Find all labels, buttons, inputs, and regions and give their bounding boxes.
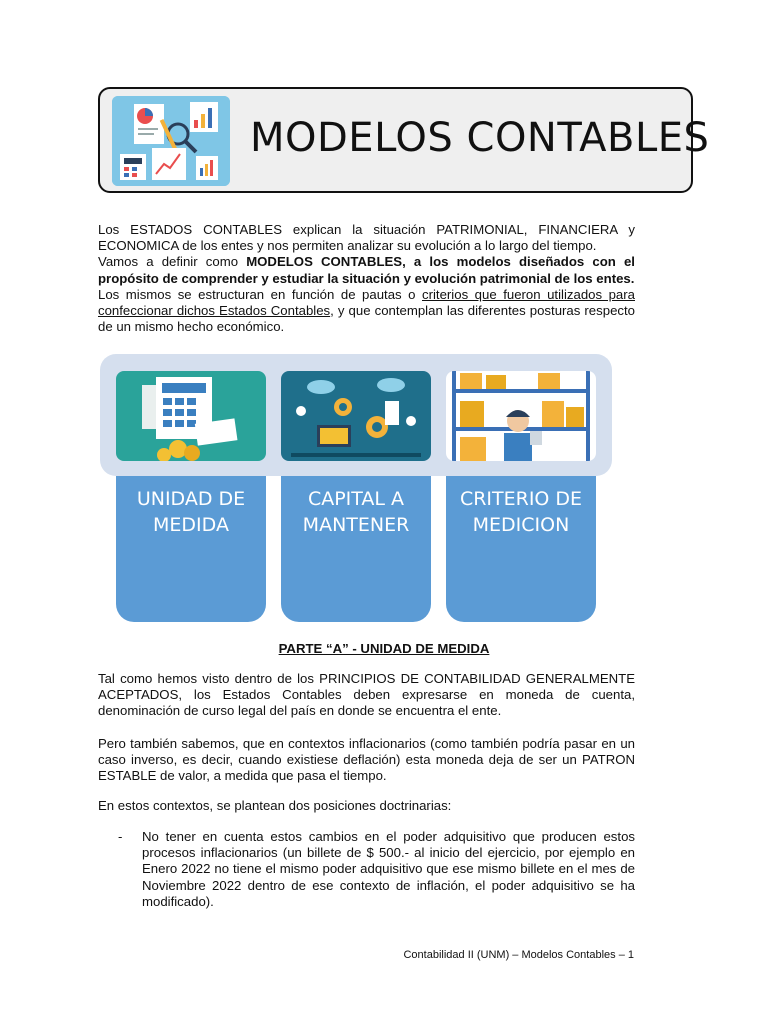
calculator-coins-icon (116, 371, 266, 461)
box-unidad-de-medida: UNIDAD DE MEDIDA (116, 476, 266, 622)
page-footer: Contabilidad II (UNM) – Modelos Contables – 1 (403, 949, 634, 961)
intro-s3-lead: Los mismos se estructuran en función de pautas o (98, 286, 422, 302)
accounting-charts-icon (112, 96, 230, 186)
intro-s2-term: MODELOS CONTABLES (246, 254, 403, 270)
paragraph-1-text: Tal como hemos visto dentro de los PRINCIPIOS DE CONTABILIDAD GENERALMENTE ACEPTADOS, los Estados Contables deben expresarse en moneda de cuenta, denominación de curso legal del país en donde se encuentra el ente. (98, 671, 635, 719)
title-banner (98, 87, 710, 193)
paragraph-2-text: Pero también sabemos, que en contextos inflacionarios (como también podría pasar en un caso inverso, es decir, cuando existiese deflación) esta moneda deja de ser un PATRON ESTABLE de valor, a medida que pasa el tiempo. (98, 736, 635, 784)
bullet-text: No tener en cuenta estos cambios en el poder adquisitivo que producen estos procesos inflacionarios (un billete de $ 500.- al inicio del ejercicio, por ejemplo en Enero 2022 no tiene el mismo poder adquisitivo que ese mismo billete en el mes de Noviembre 2022 dentro de ese contexto de inflación, el poder adquisitivo se ha modificado). (142, 829, 635, 909)
concepts-diagram (100, 354, 612, 626)
box-capital-a-mantener: CAPITAL A MANTENER (281, 476, 431, 622)
intro-paragraph (98, 222, 635, 335)
intro-sentence-2 (98, 254, 635, 286)
intro-s3-tail: , y que contemplan las diferentes posturas respecto de un mismo hecho económico. (98, 303, 635, 335)
paragraph-2 (98, 736, 635, 785)
intro-s2-definition: , a los modelos diseñados con el propósito de comprender y estudiar la situación y evolución patrimonial de los entes. (98, 254, 635, 286)
intro-sentence-1: Los ESTADOS CONTABLES explican la situación PATRIMONIAL, FINANCIERA y ECONOMICA de los entes y nos permiten analizar su evolución a lo largo del tiempo. (98, 222, 635, 254)
paragraph-3 (98, 798, 635, 814)
box-criterio-de-medicion: CRITERIO DE MEDICION (446, 476, 596, 622)
intro-s3-underlined: criterios que fueron utilizados para confeccionar dichos Estados Contables (98, 286, 635, 319)
intro-s2-lead: Vamos a definir como (98, 254, 247, 270)
paragraph-1 (98, 671, 635, 720)
page-title: MODELOS CONTABLES (250, 115, 710, 161)
paragraph-3-text: En estos contextos, se plantean dos posiciones doctrinarias: (98, 798, 452, 813)
intro-sentence-3 (98, 287, 635, 336)
gears-network-icon (281, 371, 431, 461)
list-item (118, 829, 635, 910)
section-heading: PARTE “A” - UNIDAD DE MEDIDA (278, 641, 490, 656)
warehouse-boxes-icon (446, 371, 596, 461)
bullet-marker: - (118, 829, 123, 844)
